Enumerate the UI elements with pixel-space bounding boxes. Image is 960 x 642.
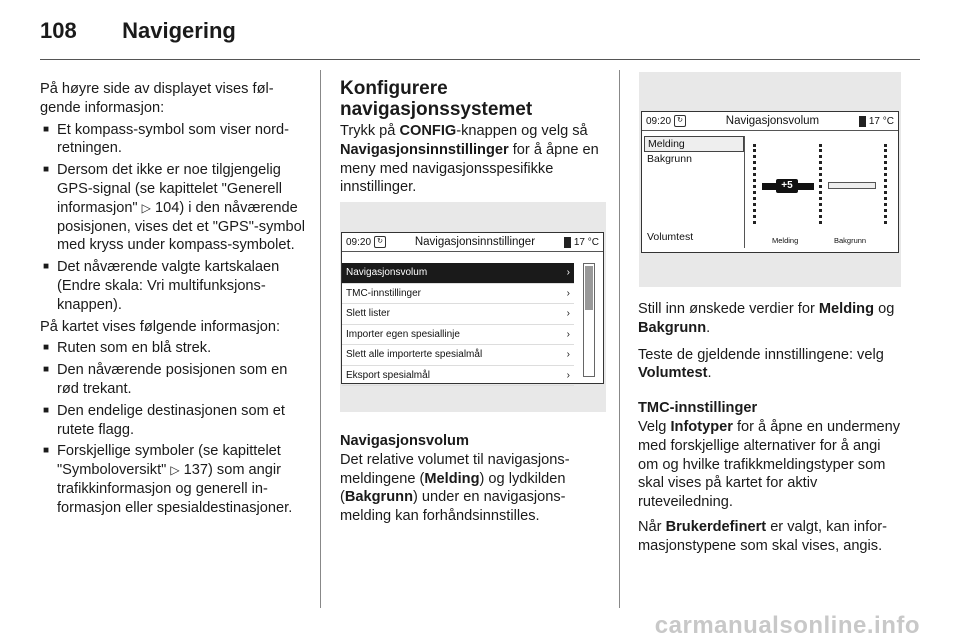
column-divider-1 (320, 70, 321, 608)
sync-icon: ↻ (374, 236, 386, 248)
menu-item-navigasjonsvolum[interactable]: Navigasjonsvolum › (342, 263, 574, 284)
page-title: Navigering (122, 18, 236, 43)
sync-icon: ↻ (674, 115, 686, 127)
config-paragraph: Trykk på CONFIG-knappen og velg så Navigasjonsinnstillinger for å åpne en meny med navigasjonsspesifikke innstillinger. (340, 123, 599, 196)
test-paragraph: Teste de gjeldende innstillingene: velg Volumtest. (638, 346, 884, 382)
melding-label: Melding (772, 236, 799, 245)
page-ref-icon: ▷ (170, 463, 180, 478)
column-3 (638, 300, 904, 559)
page-header (40, 18, 236, 44)
bakgrunn-slider[interactable] (828, 182, 876, 189)
tmc-heading: TMC-innstillinger (638, 400, 758, 417)
map-info-list (40, 339, 306, 517)
chevron-right-icon: › (566, 328, 570, 340)
column-divider-2 (619, 70, 620, 608)
scale-dots (884, 144, 890, 224)
column-2-lower (340, 432, 606, 529)
list-item: ■ Den nåværende posisjonen som en rød trekant. (40, 361, 306, 399)
page-ref: 104 (154, 199, 180, 216)
menu-item-eksport[interactable]: Eksport spesialmål › (342, 366, 574, 387)
list-item: ■ Det nåværende valgte kartskalaen (Endre skala: Vri multifunksjonsknappen). (40, 258, 306, 314)
scrollbar[interactable] (583, 263, 595, 377)
intro-text: På høyre side av displayet vises følgende informasjon: (40, 81, 274, 116)
column-2 (340, 78, 606, 200)
option-melding[interactable]: Melding (644, 136, 744, 152)
section-heading: Konfigurere navigasjonssystemet (340, 78, 533, 120)
list-item: ■ Forskjellige symboler (se kapittelet "Symboloversikt" ▷ 137) som angir trafikkinformasjon og generell informasjon eller spesialdestinasjoner. (40, 442, 306, 517)
screenshot-settings-menu (340, 202, 606, 412)
map-intro-text: På kartet vises følgende informasjon: (40, 318, 281, 335)
clock: 09:20 (346, 236, 372, 248)
menu-item-tmc[interactable]: TMC-innstillinger › (342, 284, 574, 305)
chevron-right-icon: › (566, 287, 570, 299)
screen-status-bar (342, 233, 603, 252)
temperature: 17 °C (573, 236, 599, 248)
list-item: ■ Dersom det ikke er noe tilgjengelig GPS-signal (se kapittelet "Generell informasjon" ▷ 104) i den nåværende posisjonen, vises det et "GPS"-symbol med kryss under kompass-symbolet. (40, 161, 306, 255)
scale-dots (819, 144, 825, 224)
menu-item-slett-alle[interactable]: Slett alle importerte spesialmål › (342, 345, 574, 366)
screenshot-volume-menu (639, 72, 901, 287)
settings-menu (342, 263, 574, 386)
list-item: ■ Den endelige destinasjonen som et rutete flagg. (40, 402, 306, 440)
option-bakgrunn[interactable]: Bakgrunn (647, 153, 692, 165)
sub-heading: Navigasjonsvolum (340, 433, 469, 449)
chevron-right-icon: › (566, 349, 570, 361)
menu-item-slett-lister[interactable]: Slett lister › (342, 304, 574, 325)
bakgrunn-label: Bakgrunn (834, 236, 867, 245)
menu-item-importer[interactable]: Importer egen spesiallinje › (342, 325, 574, 346)
option-volumtest[interactable]: Volumtest (647, 231, 694, 243)
screen-title: Navigasjonsvolum (725, 115, 820, 127)
scrollbar-thumb[interactable] (585, 266, 593, 310)
chevron-right-icon: › (566, 369, 570, 381)
volume-options (644, 136, 745, 248)
melding-value: +5 (776, 179, 798, 193)
thermometer-icon (564, 237, 571, 248)
thermometer-icon (859, 116, 866, 127)
page-ref-icon: ▷ (141, 200, 151, 215)
column-1 (40, 80, 306, 521)
list-item: ■ Et kompass-symbol som viser nord-retningen. (40, 121, 306, 159)
chevron-right-icon: › (566, 267, 570, 279)
screen-status-bar (642, 112, 898, 131)
chevron-right-icon: › (566, 308, 570, 320)
watermark: carmanualsonline.info (654, 612, 920, 639)
settings-screen (341, 232, 604, 384)
page-ref: 137 (183, 462, 209, 479)
screen-title: Navigasjonsinnstillinger (414, 236, 536, 248)
temperature: 17 °C (868, 115, 894, 127)
volume-paragraph: Det relative volumet til navigasjonsmeldingene (Melding) og lydkilden (Bakgrunn) under en navigasjonsmelding kan forhåndsinnstilles. (340, 451, 570, 525)
custom-paragraph: Når Brukerdefinert er valgt, kan informasjonstypene som skal vises, angis. (638, 518, 888, 554)
volume-screen (641, 111, 899, 253)
header-divider (40, 59, 920, 60)
page-number: 108 (40, 18, 77, 43)
scale-dots (753, 144, 759, 224)
settings-paragraph: Still inn ønskede verdier for Melding og Bakgrunn. (638, 301, 895, 336)
clock: 09:20 (646, 115, 672, 127)
tmc-paragraph: Velg Infotyper for å åpne en undermeny med forskjellige alternativer for å angi om og hvilke trafikkmeldingstyper som skal vises på kartet for aktiv ruteveiledning. (638, 418, 901, 511)
list-item: ■ Ruten som en blå strek. (40, 339, 306, 358)
display-info-list (40, 121, 306, 315)
